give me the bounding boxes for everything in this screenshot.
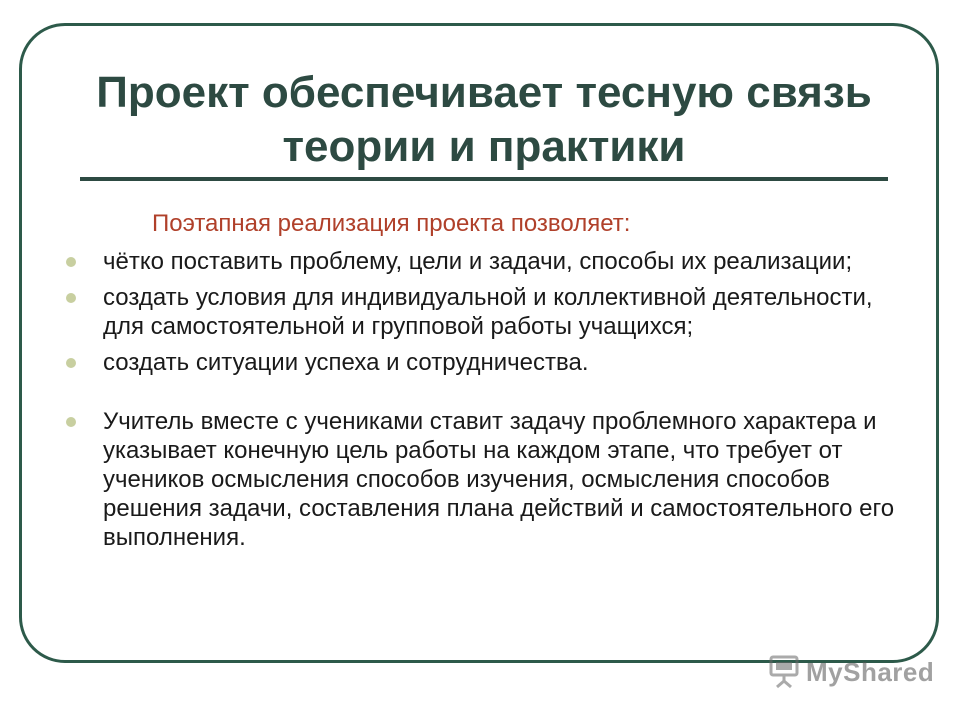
bullet-text: чётко поставить проблему, цели и задачи, способы их реализации; [103,248,853,275]
bullet-text: Учитель вместе с учениками ставит задачу проблемного характера и указывает конечную цель работы на каждом этапе, что требует от учеников осмысления способов изучения, осмысления способов решения задачи, составления плана действий и самостоятельного его выполнения. [103,408,895,551]
bullet-text: создать условия для индивидуальной и коллективной деятельности, для самостоятельной и групповой работы учащихся; [103,284,873,340]
watermark-text: MyShared [806,656,935,687]
bullet-text: создать ситуации успеха и сотрудничества. [103,349,589,376]
intro-text: Поэтапная реализация проекта позволяет: [152,210,631,237]
presentation-board-icon [768,655,800,689]
bullet-dot-icon [66,293,76,303]
bullet-item [66,283,896,341]
bullet-list [66,247,896,559]
slide-title: Проект обеспечивает тесную связь теории и практики [96,68,872,171]
bullet-dot-icon [66,257,76,267]
bullet-dot-icon [66,358,76,368]
bullet-item [66,348,896,377]
watermark [768,655,934,689]
bullet-dot-icon [66,417,76,427]
bullet-item [66,247,896,276]
title-underline [80,177,888,181]
bullet-item [66,407,896,552]
